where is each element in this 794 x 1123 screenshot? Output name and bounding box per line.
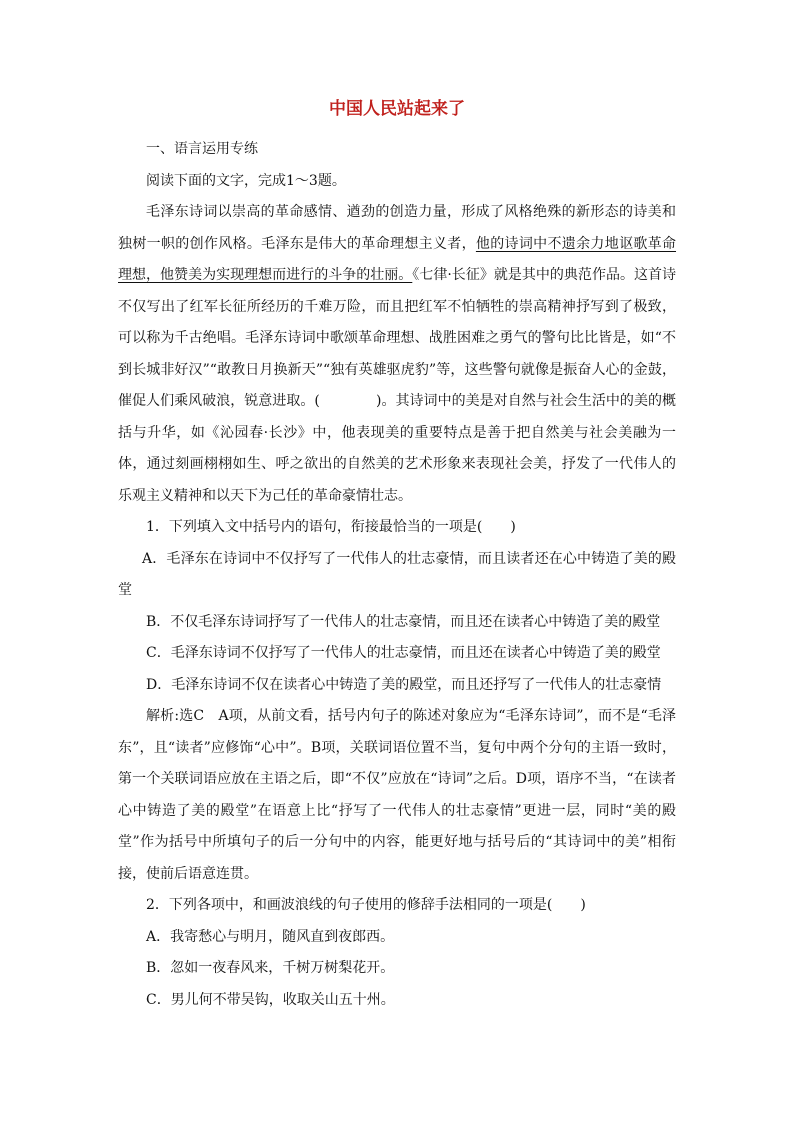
question-2-option-b: B．忽如一夜春风来，千树万树梨花开。 — [146, 960, 395, 976]
question-1-option-d: D．毛泽东诗词不仅在读者心中铸造了美的殿堂，而且还抒写了一代伟人的壮志豪情 — [146, 676, 662, 693]
document-page — [118, 96, 676, 1016]
passage-text-2: 《七律·长征》就是其中的典范作品。这首诗不仅写出了红军长征所经历的千难万险，而且把红军不怕牺牲的崇高精神抒写到了极致，可以称为千古绝唱。毛泽东诗词中歌颂革命理想、战胜困难之勇气的警句比比皆是，如“不到长城非好汉”“敢教日月换新天”“独有英雄驱虎豹”等，这些警句就像是振奋人心的金鼓，催促人们乘风破浪，锐意进取。( )。其诗词中的美是对自然与社会生活中的美的概括与升华，如《沁园春·长沙》中，他表现美的重要特点是善于把自然美与社会美融为一体，通过刻画栩栩如生、呼之欲出的自然美的艺术形象来表现社会美，抒发了一代伟人的乐观主义精神和以天下为己任的革命豪情壮志。 — [118, 267, 677, 504]
question-2-stem: 2．下列各项中，和画波浪线的句子使用的修辞手法相同的一项是( ) — [146, 897, 586, 913]
page-title: 中国人民站起来了 — [329, 99, 465, 119]
question-1-stem: 1．下列填入文中括号内的语句，衔接最恰当的一项是( ) — [146, 519, 516, 535]
reading-passage — [118, 197, 676, 512]
question-2-option-a: A．我寄愁心与明月，随风直到夜郎西。 — [146, 928, 395, 945]
question-1-analysis: 解析:选C A项，从前文看，括号内句子的陈述对象应为“毛泽东诗词”，而不是“毛泽东”，且“读者”应修饰“心中”。B项，关联词语位置不当，复句中两个分句的主语一致时，第一个关联词语应放在主语之后，即“不仅”应放在“诗词”之后。D项，语序不当，“在读者心中铸造了美的殿堂”在语意上比“抒写了一代伟人的壮志豪情”更进一层，同时“美的殿堂”作为括号中所填句子的后一分句中的内容，能更好地与括号后的“其诗词中的美”相衔接，使前后语意连贯。 — [118, 708, 676, 882]
question-2-option-c: C．男儿何不带吴钩，收取关山五十州。 — [146, 991, 395, 1008]
underlined-sentence: 他的诗词中不遗余力地讴歌革命理想，他赞美为实现理想而进行的斗争的壮丽。 — [118, 235, 677, 283]
question-1-option-b: B．不仅毛泽东诗词抒写了一代伟人的壮志豪情，而且还在读者心中铸造了美的殿堂 — [146, 613, 661, 630]
instructions: 阅读下面的文字，完成1～3题。 — [146, 172, 346, 189]
section-heading: 一、语言运用专练 — [146, 141, 258, 157]
question-1-option-c: C．毛泽东诗词不仅抒写了一代伟人的壮志豪情，而且还在读者心中铸造了美的殿堂 — [146, 645, 661, 661]
passage-text-1: 毛泽东诗词以崇高的革命感情、遒劲的创造力量，形成了风格绝殊的新形态的诗美和独树一帜的创作风格。毛泽东是伟大的革命理想主义者， — [118, 204, 676, 252]
question-1-option-a: A．毛泽东在诗词中不仅抒写了一代伟人的壮志豪情，而且读者还在心中铸造了美的殿堂 — [118, 550, 676, 598]
